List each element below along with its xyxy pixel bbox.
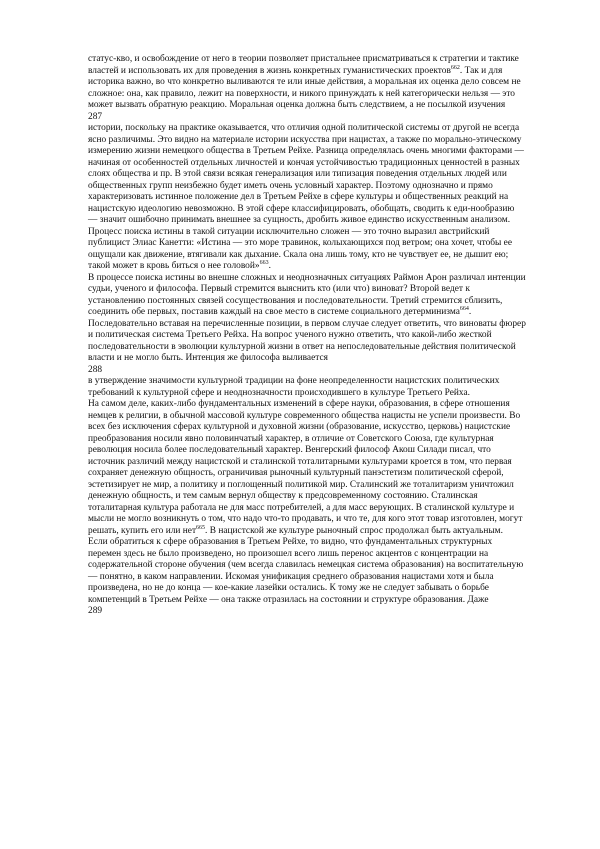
footnote-ref: 664 — [459, 305, 469, 312]
text-run: В процессе поиска истины во внешне сложных и неоднозначных ситуациях Раймон Арон различал интенции судьи, ученого и философа. Первый стремится выяснить кто (или что) виноват? Второй ведет к установлению постоянных связей сосуществования и последовательности. Третий стремится сблизить, соединить обе первых, поставив каждый на свое место в системе социального детерминизма — [88, 272, 526, 317]
text-run: Если обратиться к сфере образования в Третьем Рейхе, то видно, что фундаментальных структурных перемен здесь не было произведено, но произошел всего лишь перенос акцентов с концентрации на содержательной стороне обучения (чем всегда славилась немецкая система образования) на воспитательную — понятно, в каком направлении. Искомая унификация среднего образования нацистами хотя и была произведена, но не до конца — кое-какие лазейки остались. К тому же не следует забывать о борьбе компетенций в Третьем Рейхе — она также отразилась на состоянии и структуре образования. Даже — [88, 537, 524, 605]
text-run: . В нацистской же культуре рыночный спрос продолжал быть актуальным. — [205, 525, 503, 536]
page-number: 287 — [88, 111, 103, 122]
paragraph — [88, 54, 526, 112]
paragraph — [88, 537, 526, 606]
page-number: 288 — [88, 364, 103, 375]
document-page — [88, 54, 526, 618]
text-run: истории, поскольку на практике оказывается, что отличия одной политической системы от другой не всегда ясно различимы. Это видно на материале истории искусства при нацистах, а также по морально-этическому измерению жизни немецкого общества в Третьем Рейхе. Разница определялась очень многими факторами — начиная от особенностей отдельных личностей и кончая устойчивостью традиционных ценностей в разных слоях общества и пр. В этой связи всякая генерализация или типизация поведения отдельных людей или общественных групп неизбежно будет иметь очень условный характер. Поэтому однозначно и прямо характеризовать истинное положение дел в Третьем Рейхе в сфере культуры и общественных реакций на нацистскую идеологию невозможно. В этой сфере классифицировать, обобщать, сводить к еди-нообразию — значит ошибочно принимать внешнее за сущность, дробить живое единство искусственным анализом. Процесс поиска истины в такой ситуации исключительно сложен — это точно выразил австрийский публицист Элиас Канетти: «Истина — это море травинок, колыхающихся под ветром; она хочет, чтобы ее ощущали как движение, втягивали как дыхание. Скала она лишь тому, кто не чувствует ее, не дышит ею; такой может в кровь биться о нее головой» — [88, 123, 524, 271]
text-run: . — [268, 261, 271, 271]
text-run: в утверждение значимости культурной традиции на фоне неопределенности нацистских политических требований к культурной сфере и неоднозначности происходившего в культуре Третьего Рейха. — [88, 376, 500, 398]
text-run: . Последовательно вставая на перечисленные позиции, в первом случае следует ответить, что виноваты фюрер и политическая система Третьего Рейха. На вопрос ученого нужно ответить, что какой-либо жесткой последовательности в эволюции культурной жизни в ответ на непоследовательные действия политической власти и не могло быть. Интенция же философа выливается — [88, 307, 526, 363]
footnote-ref: 665 — [196, 524, 206, 531]
paragraph — [88, 123, 526, 273]
paragraph — [88, 273, 526, 365]
paragraph — [88, 376, 526, 399]
text-run: На самом деле, каких-либо фундаментальных изменений в сфере науки, образования, в сфере отношения немцев к религии, в обычной массовой культуре современного общества нацисты не успели произвести. Во всех без исключения сферах культурной и духовной жизни (образование, искусство, церковь) нацистские преобразования носили явно половинчатый характер, в отличие от Советского Союза, где культурная революция носила более последовательный характер. Венгерский философ Акош Силади писал, что источник различий между нацистской и сталинской тоталитарными культурами кроется в том, что первая сохраняет денежную общность, ограничивая рыночный культурный панэстетизм политической сферой, эстетизирует не мир, а политику и поглощенный политикой мир. Сталинский же тоталитаризм уничтожил денежную общность, и тем самым вернул обществу к предсовременному состоянию. Сталинская тоталитарная культура работала не для масс потребителей, а для масс верующих. В сталинской культуре и мысли не могло возникнуть о том, что надо что-то продавать, и что те, для кого этот товар изготовлен, могут решать, купить его или нет — [88, 399, 523, 536]
paragraph — [88, 399, 526, 537]
footnote-ref: 662 — [450, 64, 460, 71]
footnote-ref: 663 — [259, 259, 269, 266]
text-run: . Так и для историка важно, во что конкретно выливаются те или иные действия, а моральная их оценка дело совсем не сложное: она, как правило, лежит на поверхности, и никого принуждать к ней категорически нельзя — это может вызвать обратную реакцию. Моральная оценка должна быть следствием, а не посылкой изучения — [88, 65, 521, 110]
text-run: статус-кво, и освобождение от него в теории позволяет пристальнее присматриваться к стратегии и тактике властей и использовать их для проведения в жизнь конкретных гуманистических проектов — [88, 54, 519, 76]
page-number: 289 — [88, 606, 103, 616]
